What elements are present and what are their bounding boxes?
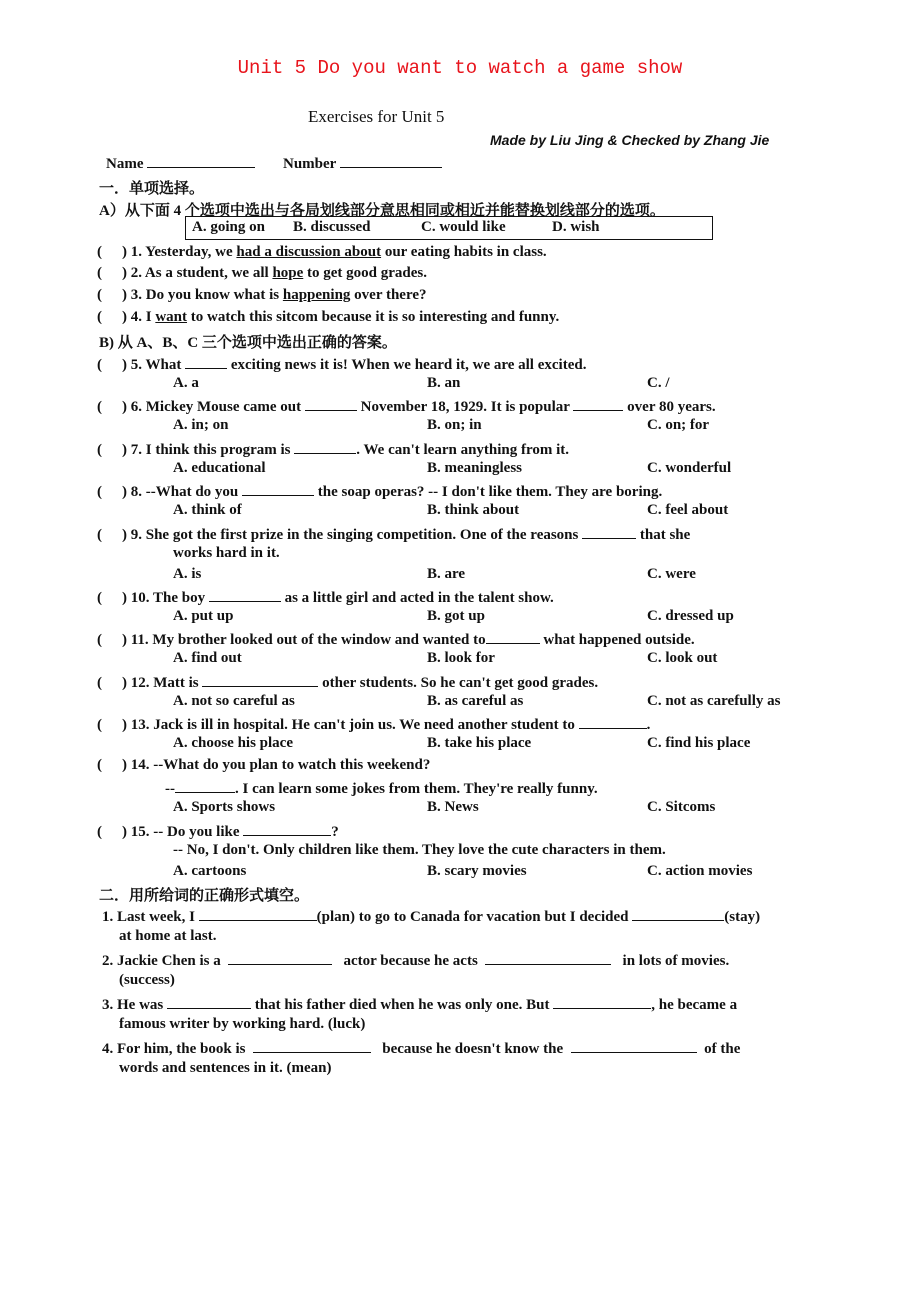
q9-option-c[interactable]: C. were	[647, 566, 696, 582]
answer-blank[interactable]	[553, 994, 651, 1009]
answer-blank[interactable]	[294, 439, 356, 454]
q6-option-a[interactable]: A. in; on	[173, 417, 229, 433]
answer-blank[interactable]	[632, 906, 724, 921]
q7-option-c[interactable]: C. wonderful	[647, 460, 732, 476]
question-9-cont: works hard in it.	[173, 545, 280, 561]
answer-blank[interactable]	[199, 906, 317, 921]
question-10: ( ) 10. The boy as a little girl and acted in the talent show.	[97, 587, 554, 607]
q6-option-b[interactable]: B. on; in	[427, 417, 482, 433]
fill-1-cont: at home at last.	[119, 928, 217, 944]
q7-option-b[interactable]: B. meaningless	[427, 460, 523, 476]
subtitle: Exercises for Unit 5	[308, 107, 445, 126]
fill-4-cont: words and sentences in it. (mean)	[119, 1060, 332, 1076]
answer-blank[interactable]	[167, 994, 251, 1009]
q12-option-b[interactable]: B. as careful as	[427, 693, 524, 709]
q13-option-c[interactable]: C. find his place	[647, 735, 751, 751]
question-9: ( ) 9. She got the first prize in the singing competition. One of the reasons that she	[97, 524, 690, 544]
question-15: ( ) 15. -- Do you like ?	[97, 821, 339, 841]
section2-heading: 二．用所给词的正确形式填空。	[99, 888, 310, 904]
q11-option-a[interactable]: A. find out	[173, 650, 242, 666]
q5-option-a[interactable]: A. a	[173, 375, 199, 391]
answer-blank[interactable]	[253, 1038, 371, 1053]
section1-heading: 一．单项选择。	[99, 181, 205, 197]
question-3: ( ) 3. Do you know what is happening over there?	[97, 287, 427, 303]
question-14: ( ) 14. --What do you plan to watch this weekend?	[97, 757, 431, 773]
q11-option-c[interactable]: C. look out	[647, 650, 718, 666]
question-8: ( ) 8. --What do you the soap operas? -- I don't like them. They are boring.	[97, 481, 662, 501]
q7-option-a[interactable]: A. educational	[173, 460, 266, 476]
answer-blank[interactable]	[242, 481, 314, 496]
answer-blank[interactable]	[582, 524, 636, 539]
answer-blank[interactable]	[571, 1038, 697, 1053]
q14-option-a[interactable]: A. Sports shows	[173, 799, 276, 815]
q15-option-c[interactable]: C. action movies	[647, 863, 753, 879]
fill-2-cont: (success)	[119, 972, 175, 988]
question-14-reply: -- . I can learn some jokes from them. They're really funny.	[165, 778, 598, 798]
question-12: ( ) 12. Matt is other students. So he can't get good grades.	[97, 672, 598, 692]
fill-4: 4. For him, the book is because he doesn't know the of the	[102, 1038, 740, 1058]
q5-option-b[interactable]: B. an	[427, 375, 461, 391]
answer-blank[interactable]	[185, 354, 227, 369]
answer-blank[interactable]	[175, 778, 235, 793]
q14-option-c[interactable]: C. Sitcoms	[647, 799, 716, 815]
fill-1: 1. Last week, I (plan) to go to Canada for vacation but I decided (stay)	[102, 906, 760, 926]
q8-option-a[interactable]: A. think of	[173, 502, 242, 518]
question-13: ( ) 13. Jack is ill in hospital. He can't join us. We need another student to .	[97, 714, 650, 734]
question-2: ( ) 2. As a student, we all hope to get good grades.	[97, 265, 428, 281]
answer-blank[interactable]	[573, 396, 623, 411]
question-5: ( ) 5. What exciting news it is! When we heard it, we are all excited.	[97, 354, 586, 374]
answer-blank[interactable]	[486, 629, 540, 644]
answer-blank[interactable]	[243, 821, 331, 836]
q9-option-b[interactable]: B. are	[427, 566, 466, 582]
q10-option-c[interactable]: C. dressed up	[647, 608, 734, 624]
q9-option-a[interactable]: A. is	[173, 566, 202, 582]
question-4: ( ) 4. I want to watch this sitcom because it is so interesting and funny.	[97, 309, 560, 325]
q15-option-a[interactable]: A. cartoons	[173, 863, 247, 879]
fill-3: 3. He was that his father died when he was only one. But , he became a	[102, 994, 737, 1014]
fill-3-cont: famous writer by working hard. (luck)	[119, 1016, 366, 1032]
box-option-b: B. discussed	[293, 219, 371, 235]
answer-blank[interactable]	[202, 672, 318, 687]
partB-instructions: B) 从 A、B、C 三个选项中选出正确的答案。	[99, 335, 397, 351]
answer-blank[interactable]	[305, 396, 357, 411]
name-label: Name	[106, 156, 144, 172]
name-field[interactable]	[106, 153, 255, 173]
q10-option-a[interactable]: A. put up	[173, 608, 234, 624]
question-11: ( ) 11. My brother looked out of the window and wanted to what happened outside.	[97, 629, 695, 649]
author-credit: Made by Liu Jing & Checked by Zhang Jie	[490, 132, 770, 148]
q13-option-a[interactable]: A. choose his place	[173, 735, 293, 751]
page-title: Unit 5 Do you want to watch a game show	[237, 57, 683, 79]
fill-2: 2. Jackie Chen is a actor because he acts in lots of movies.	[102, 950, 729, 970]
answer-blank[interactable]	[228, 950, 332, 965]
box-option-d: D. wish	[552, 219, 600, 235]
q13-option-b[interactable]: B. take his place	[427, 735, 532, 751]
q5-option-c[interactable]: C. /	[647, 375, 670, 391]
q6-option-c[interactable]: C. on; for	[647, 417, 710, 433]
question-1: ( ) 1. Yesterday, we had a discussion about our eating habits in class.	[97, 244, 547, 260]
question-6: ( ) 6. Mickey Mouse came out November 18, 1929. It is popular over 80 years.	[97, 396, 716, 416]
name-blank[interactable]	[147, 153, 255, 168]
q15-option-b[interactable]: B. scary movies	[427, 863, 527, 879]
q11-option-b[interactable]: B. look for	[427, 650, 495, 666]
question-7: ( ) 7. I think this program is . We can't learn anything from it.	[97, 439, 569, 459]
q12-option-c[interactable]: C. not as carefully as	[647, 693, 781, 709]
answer-blank[interactable]	[579, 714, 647, 729]
number-field[interactable]	[283, 153, 442, 173]
number-blank[interactable]	[340, 153, 442, 168]
question-15-reply: -- No, I don't. Only children like them. They love the cute characters in them.	[173, 842, 666, 858]
answer-blank[interactable]	[209, 587, 281, 602]
box-option-a: A. going on	[192, 219, 265, 235]
q8-option-c[interactable]: C. feel about	[647, 502, 729, 518]
box-option-c: C. would like	[421, 219, 506, 235]
q14-option-b[interactable]: B. News	[427, 799, 479, 815]
number-label: Number	[283, 156, 337, 172]
q12-option-a[interactable]: A. not so careful as	[173, 693, 295, 709]
partA-instructions: A）从下面 4 个选项中选出与各局划线部分意思相同或相近并能替换划线部分的选项。	[99, 203, 665, 219]
q8-option-b[interactable]: B. think about	[427, 502, 520, 518]
answer-blank[interactable]	[485, 950, 611, 965]
q10-option-b[interactable]: B. got up	[427, 608, 485, 624]
